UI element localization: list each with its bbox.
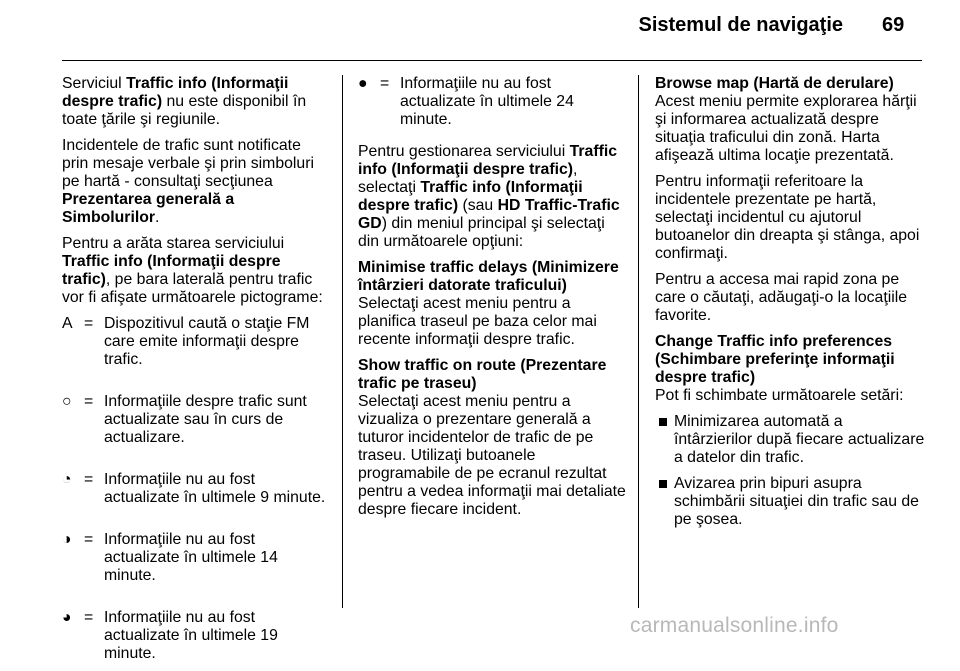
empty-circle-icon: ○ [62,393,72,410]
page-header-title: Sistemul de navigaţie [638,14,843,36]
section-title: Change Traffic info preferences (Schimbare preferinţe informaţii despre trafic) [655,333,895,386]
section-title: Show traffic on route (Prezentare trafic pe traseu) [358,357,607,392]
icon-description: Informaţiile nu au fost actualizate în ultimele 14 minute. [104,531,278,584]
icon-description: Informaţiile despre trafic sunt actualizate sau în curs de actualizare. [104,393,307,446]
icon-row-searching: A = Dispozitivul caută o staţie FM care emite informaţii despre trafic. [62,315,330,369]
watermark: carmanualsonline.info [630,614,839,637]
header-divider [62,60,922,61]
paragraph-incident-notification: Incidentele de trafic sunt notificate prin mesaje verbale şi prin simboluri pe hartă - consultaţi secţiunea Prezentarea generală a Simbolurilor. [62,137,314,226]
bullet-item: Avizarea prin bipuri asupra schimbării situaţiei din trafic sau de pe şosea. [655,475,925,529]
paragraph-status-intro: Pentru a arăta starea serviciului Traffic info (Informaţii despre trafic), pe bara laterală pentru trafic vor fi afişate următoarele pictograme: [62,235,323,306]
page-number: 69 [882,14,905,36]
column-divider-1 [342,75,343,608]
section-minimise-delays: Minimise traffic delays (Minimizere întârzieri datorate traficului) Selectaţi acest meniu pentru a planifica traseul pe baza celor mai recente informaţii despre trafic. [358,259,619,348]
icon-row-9-minutes: ◔ = Informaţiile nu au fost actualizate în ultimele 9 minute. [62,471,330,507]
square-bullet-icon [659,480,667,488]
quarter-circle-icon: ◔ [62,471,72,488]
section-browse-map: Browse map (Hartă de derulare) Acest meniu permite explorarea hărţii şi informarea actualizată despre situaţia traficului din zonă. Harta afişează ultima locaţie prezentată. [655,75,917,164]
bullet-item: Minimizarea automată a întârzierilor după fiecare actualizare a datelor din trafic. [655,413,925,467]
paragraph-favorites: Pentru a accesa mai rapid zona pe care o căutaţi, adăugaţi-o la locaţiile favorite. [655,271,908,324]
icon-description: Informaţiile nu au fost actualizate în ultimele 24 minute. [400,75,574,128]
section-show-traffic: Show traffic on route (Prezentare trafic pe traseu) Selectaţi acest meniu pentru a vizualiza o prezentare generală a tuturor incidentelor de trafic de pe traseu. Utilizaţi butoanele programabile de pe ecranul rezultat pentru a vedea informaţii mai detaliate despre fiecare incident. [358,357,626,518]
searching-icon: A [62,315,73,332]
column-1 [62,75,330,671]
half-circle-icon: ◑ [62,531,72,548]
square-bullet-icon [659,418,667,426]
icon-row-19-minutes: ◕ = Informaţiile nu au fost actualizate în ultimele 19 minute. [62,609,330,663]
paragraph-incident-selection: Pentru informaţii referitoare la incidentele prezentate pe hartă, selectaţi incidentul cu ajutorul butoanelor din dreapta şi stânga, apoi confirmaţi. [655,173,920,262]
icon-description: Informaţiile nu au fost actualizate în ultimele 19 minute. [104,609,278,662]
column-3 [655,75,925,537]
section-title: Minimise traffic delays (Minimizere întârzieri datorate traficului) [358,259,619,294]
icon-row-14-minutes: ◑ = Informaţiile nu au fost actualizate în ultimele 14 minute. [62,531,330,585]
three-quarter-circle-icon: ◕ [62,609,72,626]
column-divider-2 [638,75,639,608]
paragraph-service-availability: Serviciul Traffic info (Informaţii despre trafic) nu este disponibil în toate ţările şi regiunile. [62,75,307,128]
column-2 [358,75,626,527]
full-circle-icon: ● [358,75,368,92]
icon-description: Informaţiile nu au fost actualizate în ultimele 9 minute. [104,471,326,506]
section-change-preferences: Change Traffic info preferences (Schimbare preferinţe informaţii despre trafic) Pot fi schimbate următoarele setări: [655,333,904,404]
icon-row-24-minutes: ● = Informaţiile nu au fost actualizate în ultimele 24 minute. [358,75,626,129]
icon-description: Dispozitivul caută o staţie FM care emite informaţii despre trafic. [104,315,310,368]
paragraph-manage-service: Pentru gestionarea serviciului Traffic info (Informaţii despre trafic), selectaţi Traffic info (Informaţii despre trafic) (sau HD Traffic-Trafic GD) din meniul principal şi selectaţi din următoarele opţiuni: [358,143,620,250]
icon-row-updating: ○ = Informaţiile despre trafic sunt actualizate sau în curs de actualizare. [62,393,330,447]
section-title: Browse map (Hartă de derulare) [655,75,894,92]
